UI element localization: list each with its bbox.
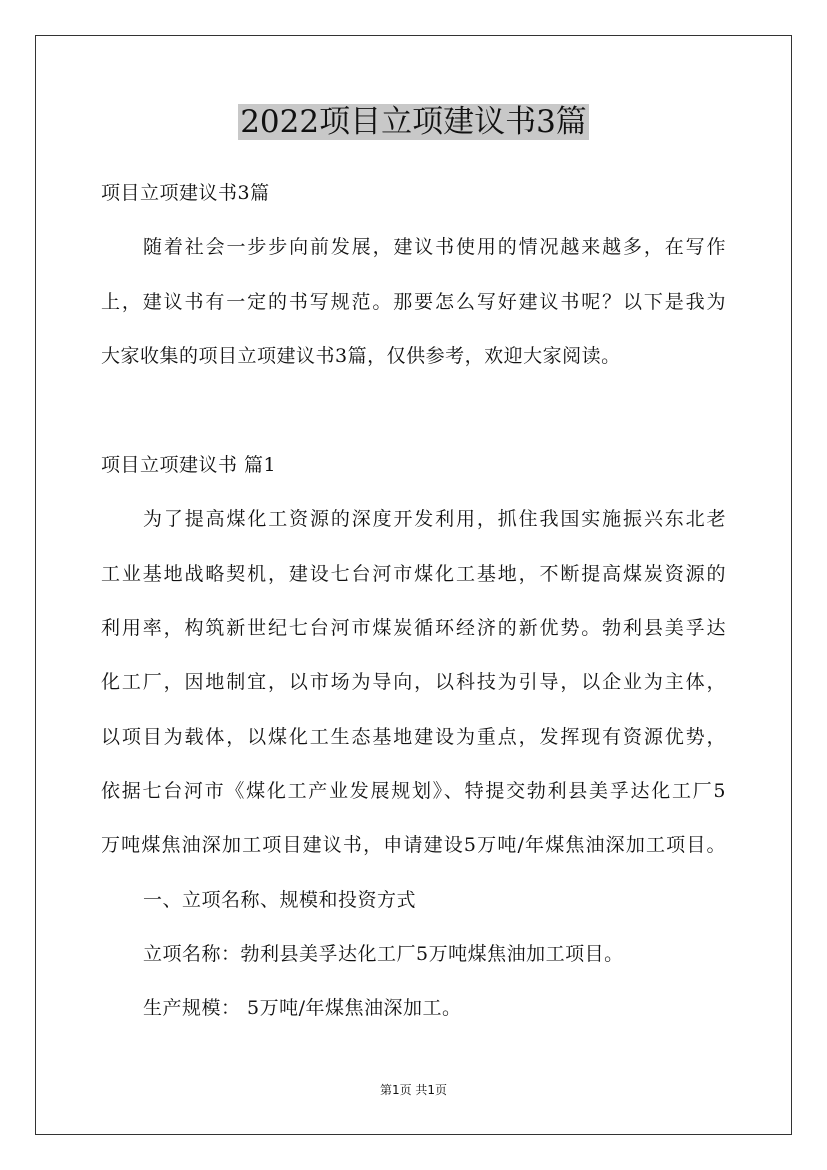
document-subtitle: 项目立项建议书3篇: [101, 182, 270, 204]
item1-name: 立项名称：勃利县美孚达化工厂5万吨煤焦油加工项目。: [143, 943, 624, 965]
section1-line-5: 以项目为载体，以煤化工生态基地建设为重点，发挥现有资源优势，: [101, 726, 726, 748]
intro-line-1: 随着社会一步步向前发展，建议书使用的情况越来越多，在写作: [143, 236, 726, 258]
section1-line-7: 万吨煤焦油深加工项目建议书，申请建设5万吨/年煤焦油深加工项目。: [101, 834, 726, 856]
intro-line-3: 大家收集的项目立项建议书3篇，仅供参考，欢迎大家阅读。: [101, 345, 621, 367]
section1-line-6: 依据七台河市《煤化工产业发展规划》、特提交勃利县美孚达化工厂5: [101, 780, 726, 802]
item1-heading: 一、立项名称、规模和投资方式: [143, 889, 417, 911]
section1-line-2: 工业基地战略契机，建设七台河市煤化工基地，不断提高煤炭资源的: [101, 563, 726, 585]
intro-line-2: 上，建议书有一定的书写规范。那要怎么写好建议书呢？以下是我为: [101, 291, 726, 313]
section1-heading: 项目立项建议书 篇1: [101, 454, 277, 476]
page-footer: 第1页 共1页: [379, 1083, 448, 1097]
document-title: [0, 100, 827, 144]
section1-line-3: 利用率，构筑新世纪七台河市煤炭循环经济的新优势。勃利县美孚达: [101, 617, 726, 639]
item1-scale: 生产规模： 5万吨/年煤焦油深加工。: [143, 997, 462, 1019]
document-title-text: 2022项目立项建议书3篇: [240, 104, 587, 140]
section1-line-4: 化工厂，因地制宜，以市场为导向，以科技为引导，以企业为主体，: [101, 671, 726, 693]
section1-line-1: 为了提高煤化工资源的深度开发利用，抓住我国实施振兴东北老: [143, 508, 726, 530]
